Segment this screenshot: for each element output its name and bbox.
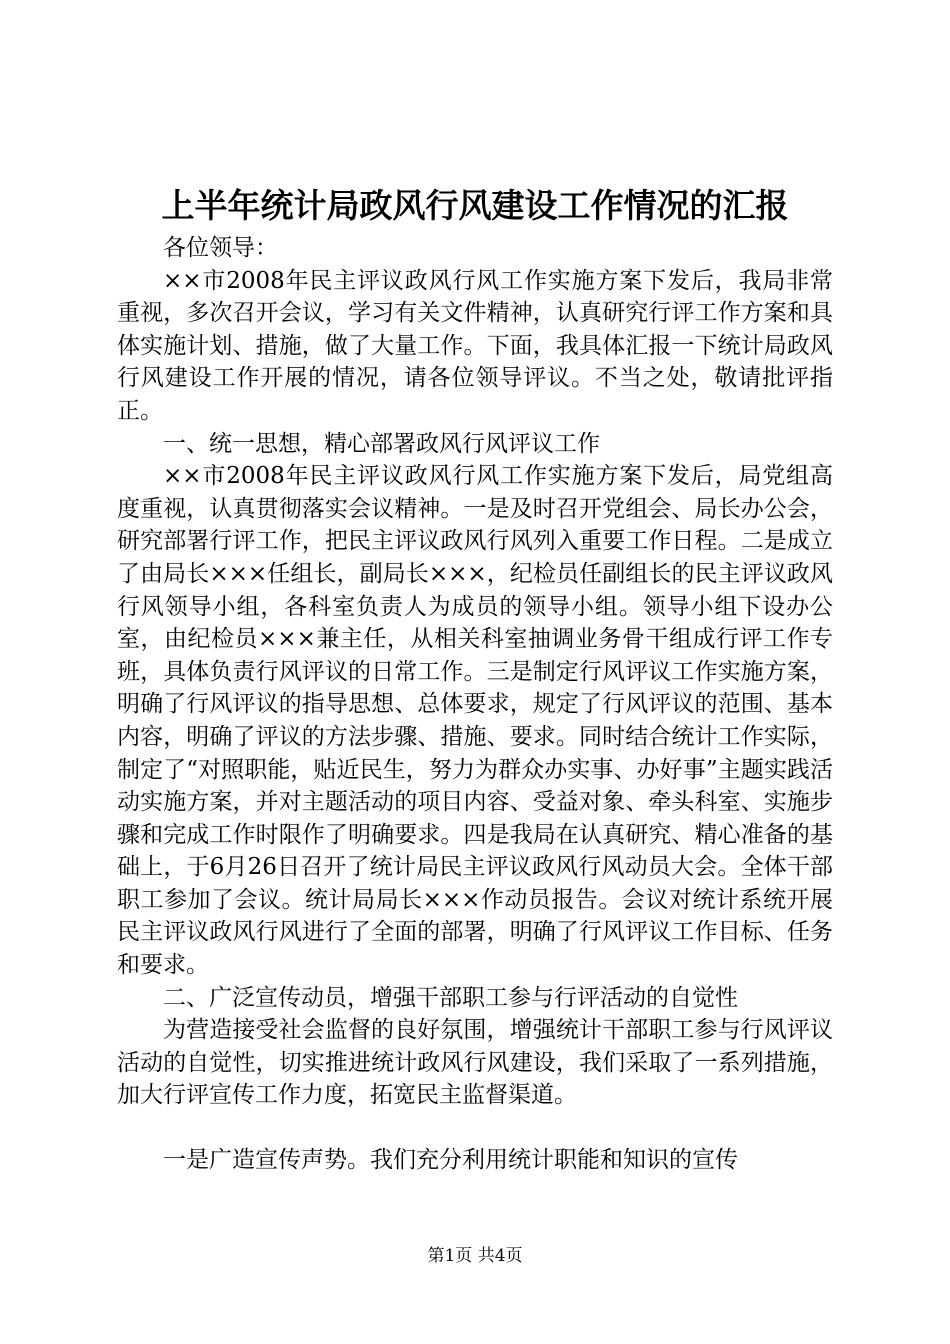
page-footer: 第1页 共4页: [427, 1246, 523, 1266]
paragraph-section-1: ××市2008年民主评议政风行风工作实施方案下发后，局党组高度重视，认真贯彻落实会议精神。一是及时召开党组会、局长办公会，研究部署行评工作，把民主评议政风行风列入重要工作日程。二是成立了由局长×××任组长，副局长×××，纪检员任副组长的民主评议政风行风领导小组，各科室负责人为成员的领导小组。领导小组下设办公室，由纪检员×××兼主任，从相关科室抽调业务骨干组成行评工作专班，具体负责行风评议的日常工作。三是制定行风评议工作实施方案，明确了行风评议的指导思想、总体要求，规定了行风评议的范围、基本内容，明确了评议的方法步骤、措施、要求。同时结合统计工作实际，制定了“对照职能，贴近民生，努力为群众办实事、办好事”主题实践活动实施方案，并对主题活动的项目内容、受益对象、牵头科室、实施步骤和完成工作时限作了明确要求。四是我局在认真研究、精心准备的基础上，于6月26日召开了统计局民主评议政风行风动员大会。全体干部职工参加了会议。统计局局长×××作动员报告。会议对统计系统开展民主评议政风行风进行了全面的部署，明确了行风评议工作目标、任务和要求。: [117, 463, 833, 979]
paragraph-salutation: 各位领导：: [163, 235, 278, 261]
section-heading-2: 二、广泛宣传动员，增强干部职工参与行评活动的自觉性: [163, 984, 738, 1011]
section-heading-1: 一、统一思想，精心部署政风行风评议工作: [163, 430, 600, 457]
paragraph-intro: ××市2008年民主评议政风行风工作实施方案下发后，我局非常重视，多次召开会议，学习有关文件精神，认真研究行评工作方案和具体实施计划、措施，做了大量工作。下面，我具体汇报一下统计局政风行风建设工作开展的情况，请各位领导评议。不当之处，敬请批评指正。: [117, 267, 833, 424]
document-body: [117, 232, 833, 1177]
document-title: 上半年统计局政风行风建设工作情况的汇报: [161, 186, 789, 225]
paragraph-section-2: 为营造接受社会监督的良好氛围，增强统计干部职工参与行风评议活动的自觉性，切实推进统计政风行风建设，我们采取了一系列措施，加大行评宣传工作力度，拓宽民主监督渠道。: [117, 1017, 833, 1109]
paragraph-publicity: 一是广造宣传声势。我们充分利用统计职能和知识的宣传: [163, 1147, 738, 1174]
